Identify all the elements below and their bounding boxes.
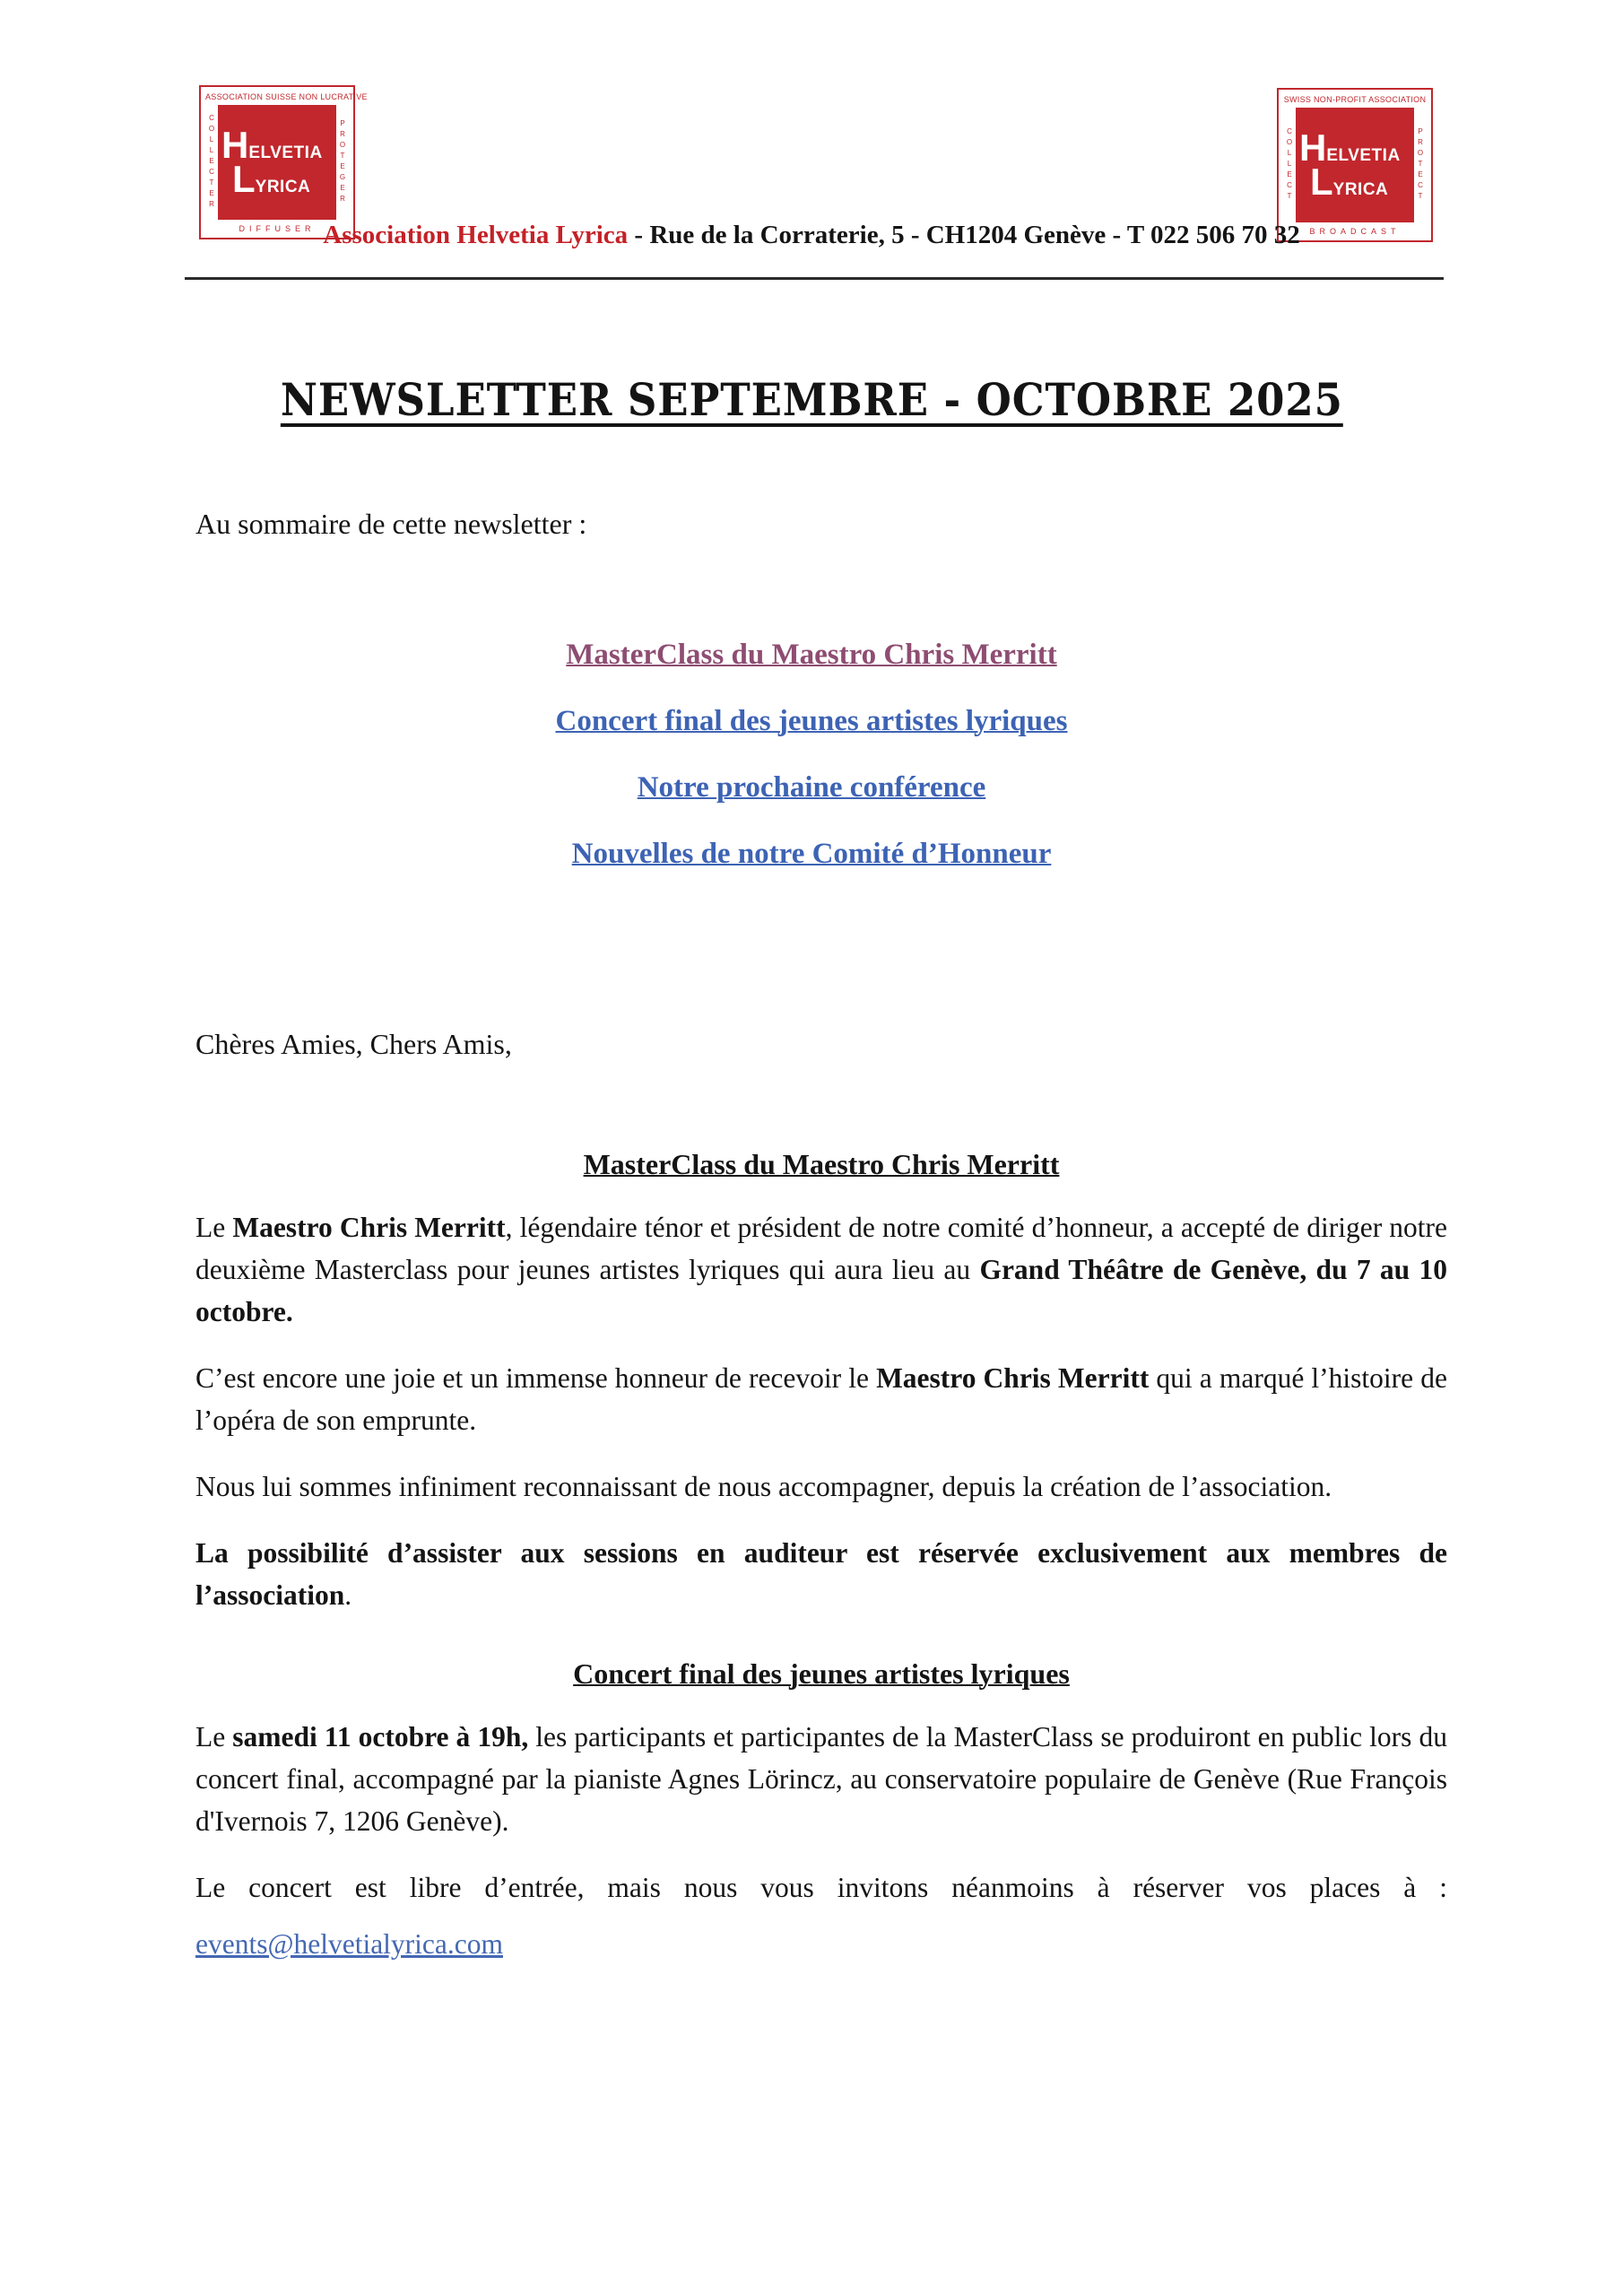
bold-text-run: samedi 11 octobre à 19h, (232, 1721, 529, 1752)
helvetia-lyrica-logo-right (1277, 88, 1433, 242)
logo-left-vertical-text: COLLECT (1285, 127, 1294, 203)
paragraph (195, 1866, 1447, 1909)
sections (195, 1148, 1447, 1989)
logo-brand-initial: L (1310, 161, 1333, 203)
logo-right-vertical-text: PROTEGER (338, 119, 347, 205)
logo-middle (205, 105, 349, 220)
email-link[interactable]: events@helvetialyrica.com (195, 1928, 503, 1960)
paragraph (195, 1923, 1447, 1965)
logo-brand-rest: YRICA (255, 178, 311, 196)
text-run: Le (195, 1212, 233, 1243)
logo-brand-initial: L (232, 158, 256, 200)
text-run: Le concert est libre d’entrée, mais nous vous invitons néanmoins à réserver vos places à : (195, 1872, 1447, 1903)
logo-brand-line (221, 124, 336, 167)
toc-link-4[interactable]: Nouvelles de notre Comité d’Honneur (571, 838, 1052, 870)
toc-link-3[interactable]: Notre prochaine conférence (637, 771, 986, 804)
logo-caption-text: ASSOCIATION SUISSE NON LUCRATIVE (205, 92, 368, 101)
paragraph (195, 1532, 1447, 1616)
logo-brand-initial: H (221, 124, 249, 167)
text-run: qui a marqué l’histoire de l’opéra de son emprunte. (195, 1362, 1447, 1436)
toc-intro: Au sommaire de cette newsletter : (195, 508, 587, 540)
bold-text-run: La possibilité d’assister aux sessions en auditeur est réservée exclusivement aux membres de l’association (195, 1537, 1447, 1611)
text-run: , légendaire ténor et président de notre comité d’honneur, a accepté de diriger notre deuxième Masterclass pour jeunes artistes lyriques qui aura lieu au (195, 1212, 1448, 1285)
logo-brand-square (1296, 108, 1414, 222)
bold-text-run: Grand Théâtre de Genève, du 7 au 10 octobre. (195, 1254, 1447, 1327)
logo-brand-rest: YRICA (1332, 180, 1389, 199)
text-run: C’est encore une joie et un immense honneur de recevoir le (195, 1362, 877, 1394)
address-line (0, 221, 1623, 250)
org-name: Association Helvetia Lyrica (323, 221, 629, 249)
section-heading: Concert final des jeunes artistes lyriques (573, 1657, 1070, 1690)
address-rest: - Rue de la Corraterie, 5 - CH1204 Genève - T 022 506 70 32 (628, 221, 1300, 249)
logo-brand-line (1299, 126, 1414, 170)
paragraph (195, 1357, 1447, 1441)
logo-brand-rest: ELVETIA (1326, 146, 1401, 166)
toc-link-1[interactable]: MasterClass du Maestro Chris Merritt (566, 639, 1057, 671)
header-divider (185, 277, 1444, 280)
logo-bottom-text: DIFFUSER (239, 224, 316, 233)
salutation: Chères Amies, Chers Amis, (195, 1028, 512, 1060)
logo-left-vertical-text: COLLECTER (207, 114, 216, 211)
logo-bottom-text: BROADCAST (1309, 227, 1401, 236)
logo-brand-line (1310, 161, 1414, 203)
text-run: Nous lui sommes infiniment reconnaissant de nous accompagner, depuis la création de l’association. (195, 1471, 1332, 1502)
section-2 (195, 1657, 1447, 1965)
logo-caption-text: SWISS NON-PROFIT ASSOCIATION (1283, 95, 1427, 104)
logo-brand-initial: H (1299, 126, 1327, 170)
bold-text-run: Maestro Chris Merritt (232, 1212, 506, 1243)
newsletter-title: NEWSLETTER SEPTEMBRE - OCTOBRE 2025 (280, 373, 1343, 426)
logo-brand-line (232, 158, 336, 200)
toc (0, 639, 1623, 904)
bold-text-run: Maestro Chris Merritt (876, 1362, 1150, 1394)
paragraph (195, 1465, 1447, 1508)
logo-brand-square (218, 105, 336, 220)
logo-right-vertical-text: PROTECT (1416, 127, 1425, 203)
paragraph (195, 1206, 1447, 1333)
paragraph (195, 1716, 1447, 1842)
section-1 (195, 1148, 1447, 1616)
section-heading: MasterClass du Maestro Chris Merritt (583, 1148, 1060, 1180)
text-run: Le (195, 1721, 233, 1752)
text-run: . (344, 1579, 352, 1611)
toc-link-2[interactable]: Concert final des jeunes artistes lyriques (555, 705, 1068, 737)
helvetia-lyrica-logo-left (199, 85, 368, 239)
logo-brand-rest: ELVETIA (248, 144, 323, 163)
text-run: les participants et participantes de la MasterClass se produiront en public lors du concert final, accompagné par la pianiste Agnes Lörincz, au conservatoire populaire de Genève (Rue François d'Ivernois 7, 1206 Genève). (195, 1721, 1447, 1837)
logo-middle (1283, 108, 1427, 222)
